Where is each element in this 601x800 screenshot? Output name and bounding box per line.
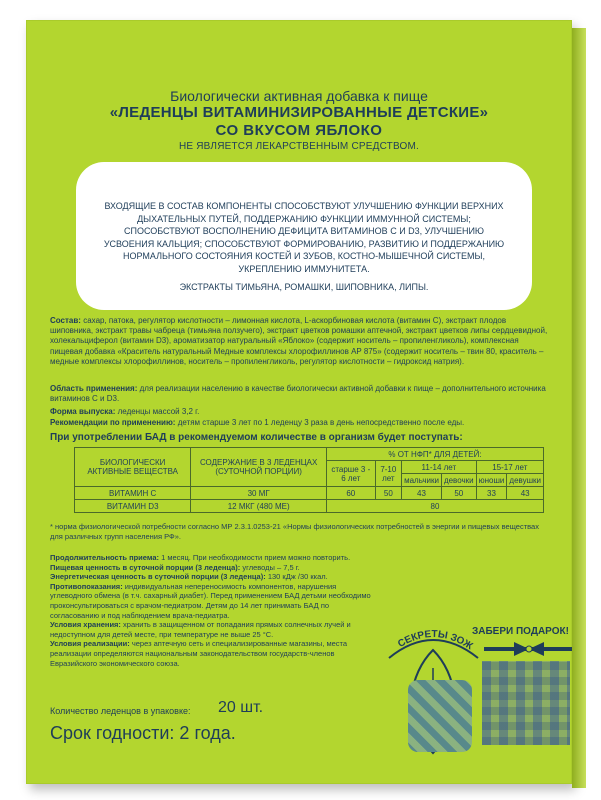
th-percent: % ОТ НФП* ДЛЯ ДЕТЕЙ: xyxy=(326,448,543,461)
th-age-7-10: 7-10 лет xyxy=(375,461,402,487)
gift-label: ЗАБЕРИ ПОДАРОК! xyxy=(472,626,569,637)
th-boys: мальчики xyxy=(402,474,442,487)
detail-text: 1 месяц. При необходимости прием можно повторить. xyxy=(161,553,351,562)
cell-value: 43 xyxy=(507,487,544,500)
release-form xyxy=(50,407,550,417)
composition-label: Состав: xyxy=(50,316,81,325)
quantity-value: 20 шт. xyxy=(218,699,264,716)
cell-amount: 30 МГ xyxy=(191,487,327,500)
cell-value: 33 xyxy=(476,487,507,500)
cell-name: ВИТАМИН С xyxy=(75,487,191,500)
th-girls: девочки xyxy=(441,474,476,487)
th-youths: юноши xyxy=(476,474,507,487)
badge-arc-text xyxy=(381,618,486,658)
benefits-text: ВХОДЯЩИЕ В СОСТАВ КОМПОНЕНТЫ СПОСОБСТВУЮТ УЛУЧШЕНИЮ ФУНКЦИИ ВЕРХНИХ ДЫХАТЕЛЬНЫХ ПУТЕЙ, ПОДДЕРЖАНИЮ ФУНКЦИИ ИММУННОЙ СИСТЕМЫ; СПОСОБСТВУЮТ ВОСПОЛНЕНИЮ ДЕФИЦИТА ВИТАМИНОВ С И D3, УЛУЧШЕНИЮ УСВОЕНИЯ КАЛЬЦИЯ; СПОСОБСТВУЮТ ФОРМИРОВАНИЮ, РАЗВИТИЮ И ПОДДЕРЖАНИЮ НОРМАЛЬНОГО СОСТОЯНИЯ КОСТЕЙ И ЗУБОВ, КОСТНО-МЫШЕЧНОЙ СИСТЕМЫ, УКРЕПЛЕНИЮ ИММУНИТЕТА. xyxy=(103,201,505,274)
detail-label: Условия хранения: xyxy=(50,620,121,630)
cell-value: 43 xyxy=(402,487,442,500)
th-age-15-17: 15-17 лет xyxy=(476,461,543,474)
cell-value: 50 xyxy=(441,487,476,500)
th-content: СОДЕРЖАНИЕ В 3 ЛЕДЕНЦАХ (СУТОЧНОЙ ПОРЦИИ) xyxy=(191,448,327,487)
form-label: Форма выпуска: xyxy=(50,407,116,416)
th-age-11-14: 11-14 лет xyxy=(402,461,477,474)
extracts-text: ЭКСТРАКТЫ ТИМЬЯНА, РОМАШКИ, ШИПОВНИКА, ЛИПЫ. xyxy=(179,282,429,292)
details-block xyxy=(50,553,378,668)
package-back xyxy=(26,20,572,784)
table-row xyxy=(75,500,544,513)
application-text: для реализации населению в качестве биологически активной добавки к пище – дополнительного источника витаминов С и D3. xyxy=(50,384,546,404)
form-text: леденцы массой 3,2 г. xyxy=(117,407,200,416)
benefits-card xyxy=(76,162,532,310)
cell-value: 60 xyxy=(326,487,375,500)
cell-amount: 12 МКГ (480 МЕ) xyxy=(191,500,327,513)
detail-text: углеводы – 7,5 г. xyxy=(242,562,300,572)
cell-name: ВИТАМИН D3 xyxy=(75,500,191,513)
cell-value: 80 xyxy=(326,500,543,513)
footnote: * норма физиологической потребности согласно МР 2.3.1.0253-21 «Нормы физиологических потребностей в энергии и пищевых веществах для различных групп населения РФ». xyxy=(50,522,539,541)
qr-code[interactable] xyxy=(482,661,570,745)
detail-contraindications xyxy=(50,582,378,620)
detail-text: 130 кДж /30 ккал. xyxy=(267,572,328,582)
detail-sales xyxy=(50,639,378,668)
detail-text: хранить в защищенном от попадания прямых солнечных лучей и недоступном для детей месте, при температуре не выше 25 °С. xyxy=(50,620,351,639)
detail-label: Пищевая ценность в суточной порции (3 леденца): xyxy=(50,562,241,572)
vitamin-table xyxy=(74,447,544,513)
recommendations-label: Рекомендации по применению: xyxy=(50,418,176,427)
th-age-3-6: старше 3 - 6 лет xyxy=(326,461,375,487)
detail-energy xyxy=(50,572,378,582)
recommendations-text: детям старше 3 лет по 1 леденцу 3 раза в день непосредственно после еды. xyxy=(177,418,465,427)
product-name: «ЛЕДЕНЦЫ ВИТАМИНИЗИРОВАННЫЕ ДЕТСКИЕ» xyxy=(109,104,489,121)
detail-duration xyxy=(50,553,378,563)
hidden-code-image xyxy=(408,680,472,752)
detail-label: Продолжительность приема: xyxy=(50,553,159,562)
quantity-label: Количество леденцов в упаковке: xyxy=(50,706,191,716)
application-label: Область применения: xyxy=(50,384,138,393)
table-row xyxy=(75,487,544,500)
detail-nutrition xyxy=(50,563,378,573)
product-category: Биологически активная добавка к пище xyxy=(170,88,428,104)
detail-text: через аптечную сеть и специализированные магазины, места реализации определяются национальным законодательством государств-членов Евразийского экономического союза. xyxy=(50,639,348,668)
cell-value: 50 xyxy=(375,487,402,500)
product-flavor: СО ВКУСОМ ЯБЛОКО xyxy=(215,122,383,139)
composition-text: сахар, патока, регулятор кислотности – лимонная кислота, L-аскорбиновая кислота (витамин С), экстракт плодов шиповника, экстракт травы чабреца (тимьяна ползучего), экстракт цветков ромашки аптечной, экстракт цветков липы сердцевидной, холекальциферол (витамин D3), ароматизатор натуральный «Яблоко» (содержит носитель – пропиленгликоль), комплексная пищевая добавка «Краситель натуральный Медные комплексы хлорофиллинов AP 875» (содержит носитель – твин 80, краситель – медные комплексы хлорофиллинов, носитель – пропиленгликоль, регулятор кислотности – гидроксид натрия). xyxy=(50,316,548,366)
detail-label: Условия реализации: xyxy=(50,639,130,649)
badge-text: СЕКРЕТЫ ЗОЖ xyxy=(396,628,475,653)
application-area xyxy=(50,384,550,404)
th-substance: БИОЛОГИЧЕСКИ АКТИВНЫЕ ВЕЩЕСТВА xyxy=(75,448,191,487)
recommendations xyxy=(50,418,550,428)
detail-label: Энергетическая ценность в суточной порции (3 леденца): xyxy=(50,572,266,582)
intake-heading: При употреблении БАД в рекомендуемом количестве в организм будет поступать: xyxy=(50,432,463,443)
ribbon-bow-icon xyxy=(484,642,574,656)
detail-storage xyxy=(50,620,378,639)
composition xyxy=(50,316,550,367)
not-medicine-note: НЕ ЯВЛЯЕТСЯ ЛЕКАРСТВЕННЫМ СРЕДСТВОМ. xyxy=(178,141,420,152)
th-girls-older: девушки xyxy=(507,474,544,487)
detail-text: индивидуальная непереносимость компонентов, нарушения углеводного обмена (в т.ч. сахарный диабет). Перед применением БАД детьми необходимо проконсультироваться с врачом-педиатром. Детям до 14 лет принимать БАД по согласованию и под наблюдением врача-педиатра. xyxy=(50,581,371,620)
detail-label: Противопоказания: xyxy=(50,581,123,591)
svg-text:СЕКРЕТЫ ЗОЖ xyxy=(396,629,475,653)
shelf-life: Срок годности: 2 года. xyxy=(50,723,236,743)
